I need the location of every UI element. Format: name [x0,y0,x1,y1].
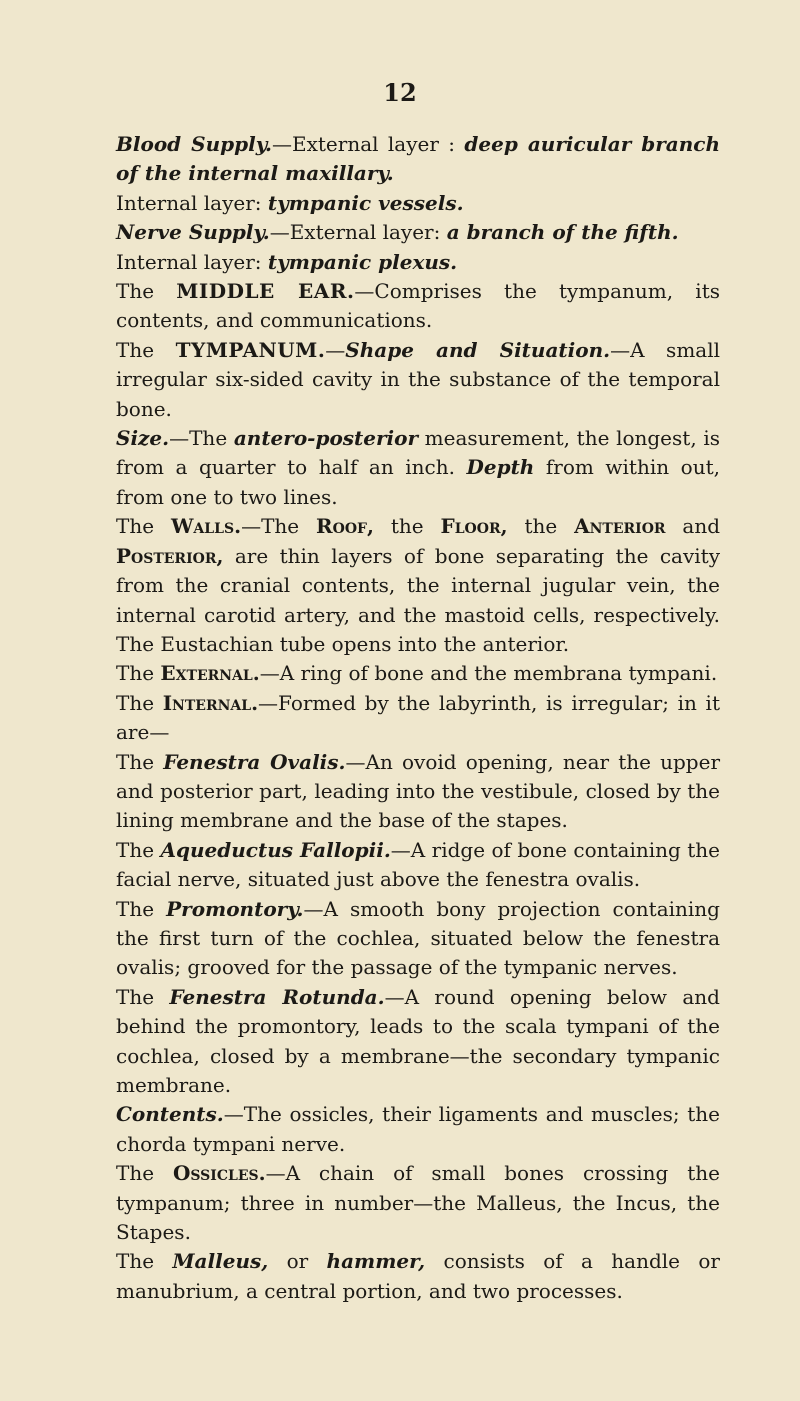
text-run: The [116,514,171,539]
text-run: Internal layer: [116,249,268,274]
emphasis-text: Nerve Supply. [116,220,270,245]
emphasis-text: Blood Supply. [116,132,272,156]
paragraph [116,512,720,659]
text-run: measurement, the longest, is from a quarter to half an inch. [116,426,720,480]
paragraph [116,836,720,895]
text-run: The [116,896,167,921]
paragraph [116,424,720,512]
paragraph [116,1247,720,1306]
text-run: The [116,1161,173,1186]
emphasis-text: Posterior, [116,543,224,568]
paragraph [116,218,720,247]
text-run: consists of a handle or manubrium, a central portion, and two processes. [116,1249,720,1303]
emphasis-text: deep auricular branch of the internal maxillary. [116,132,721,186]
emphasis-text: Fenestra Ovalis. [163,749,346,774]
text-run: — [325,337,346,362]
emphasis-text: a branch of the fifth. [446,220,679,245]
emphasis-text: Depth [466,455,535,480]
body-text [116,130,720,1306]
text-run: The [116,749,164,774]
emphasis-text: TYMPANUM. [175,337,326,362]
emphasis-text: MIDDLE EAR. [176,279,355,304]
text-run: from within out, from one to two lines. [116,455,720,509]
text-run: The [116,837,161,862]
emphasis-text: Aqueductus Fallopii. [160,837,391,862]
emphasis-text: Internal. [162,690,259,715]
text-run: are thin layers of bone separating the cavity from the cranial contents, the internal jugular vein, the internal carotid artery, and the mastoid cells, respectively. The Eustachian tube opens into the anterior. [116,543,720,656]
text-run: the [507,514,575,539]
paragraph [116,1100,720,1159]
text-run: and [665,514,721,539]
paragraph [116,336,720,424]
text-run: The [116,690,163,715]
paragraph [116,248,720,277]
text-run: —A small irregular six-sided cavity in the substance of the temporal bone. [116,337,720,421]
emphasis-text: tympanic plexus. [267,249,458,274]
text-run: The [116,984,170,1009]
text-run: —Formed by the labyrinth, is irregular; in it are— [116,690,720,745]
emphasis-text: Promontory. [166,896,304,921]
paragraph [116,983,720,1101]
emphasis-text: Size. [116,426,170,451]
paragraph [116,895,720,983]
text-run: —A smooth bony projection containing the first turn of the cochlea, situated below the fenestra ovalis; grooved for the passage of the tympanic nerves. [116,896,720,980]
emphasis-text: Malleus, [172,1249,269,1274]
text-run: Internal layer: [116,190,268,215]
text-run: —A chain of small bones crossing the tympanum; three in number—the Malleus, the Incus, the Stapes. [116,1161,721,1245]
emphasis-text: tympanic vessels. [267,190,464,215]
emphasis-text: External. [160,661,260,686]
text-run: —An ovoid opening, near the upper and posterior part, leading into the vestibule, closed by the lining membrane and the base of the stapes. [116,749,721,833]
emphasis-text: Fenestra Rotunda. [169,984,385,1009]
text-run: —External layer: [269,220,447,245]
text-run: the [373,514,441,539]
emphasis-text: Ossicles. [172,1161,266,1186]
emphasis-text: Anterior [574,514,666,539]
paragraph [116,189,720,218]
emphasis-text: Floor, [440,514,508,539]
text-run: —The [241,514,317,539]
emphasis-text: hammer, [326,1249,426,1274]
text-run: The [116,661,161,686]
text-run: The [116,337,176,362]
emphasis-text: Contents. [116,1102,224,1127]
emphasis-text: Walls. [170,514,242,539]
text-run: —A ring of bone and the membrana tympani. [259,661,718,686]
emphasis-text: Shape and Situation. [345,337,611,362]
emphasis-text: antero-posterior [233,426,419,451]
emphasis-text: Roof, [316,514,374,539]
text-run: —A round opening below and behind the promontory, leads to the scala tympani of the cochlea, closed by a membrane—the secondary tympanic membrane. [116,984,720,1097]
paragraph [116,277,720,336]
paragraph [116,130,720,189]
text-run: —A ridge of bone containing the facial nerve, situated just above the fenestra ovalis. [116,837,721,892]
page-number: 12 [383,78,417,107]
paragraph [116,1159,720,1247]
text-run: —The ossicles, their ligaments and muscles; the chorda tympani nerve. [116,1102,720,1156]
paragraph [116,748,720,836]
text-run: or [268,1249,327,1274]
text-run: —The [169,426,234,451]
paragraph [116,659,720,688]
text-run: The [116,279,177,304]
text-run: —External layer : [272,132,465,156]
text-run: —Comprises the tympanum, its contents, and communications. [116,279,720,333]
text-run: The [116,1249,173,1274]
paragraph [116,689,720,748]
